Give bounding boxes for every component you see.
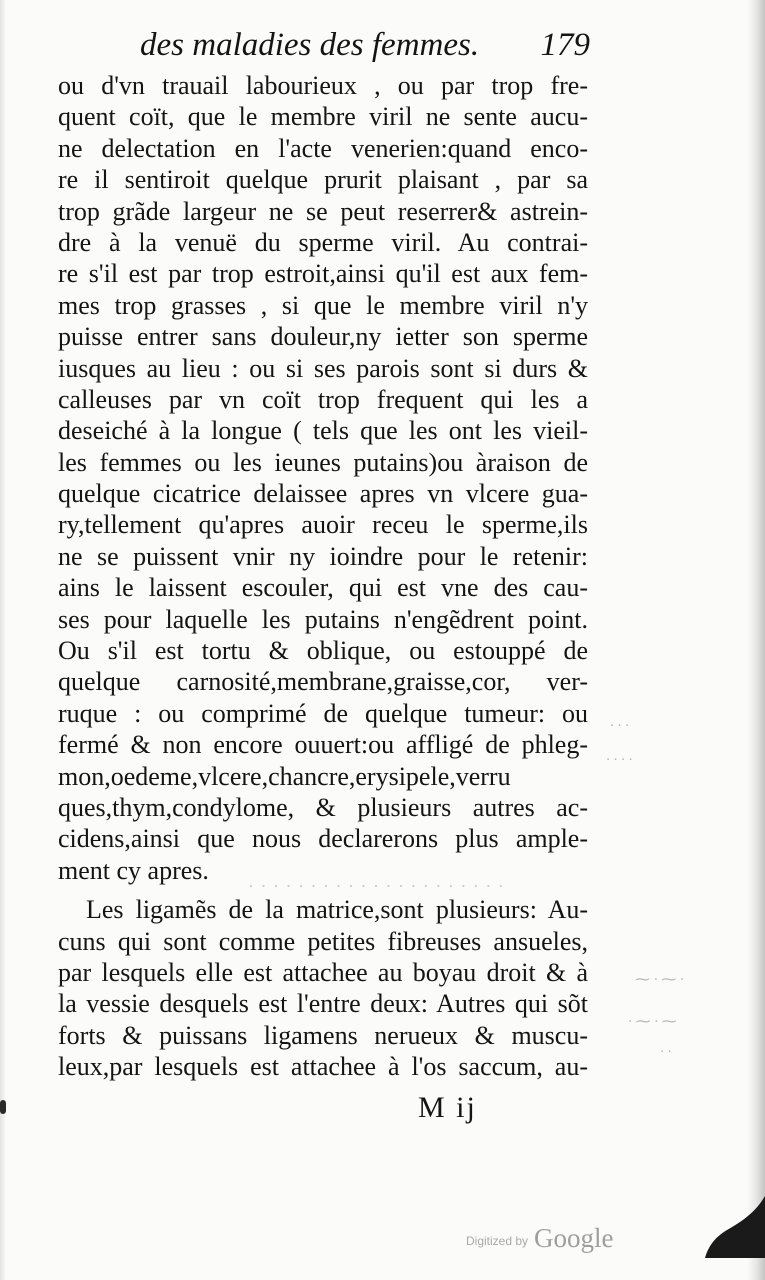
google-logo-text: Google [534, 1223, 614, 1253]
text-line: par lesquels elle est attachee au boyau droit & à [58, 957, 588, 987]
text-line: forts & puissans ligamens nerueux & muscu- [58, 1020, 588, 1050]
text-line: Ou s'il est tortu & oblique, ou estouppé de [58, 636, 588, 666]
page-number: 179 [540, 27, 590, 63]
text-line: iusques au lieu : ou si ses parois sont si durs & [58, 353, 588, 383]
text-line-last: ment cy apres. [58, 855, 209, 885]
text-line: trop grãde largeur ne se peut reserrer& astrein- [58, 196, 588, 226]
text-line: quent coït, que le membre viril ne sente aucu- [58, 102, 588, 132]
digitized-watermark [466, 1222, 614, 1252]
text-line: fermé & non encore ouuert:ou affligé de phleg- [58, 730, 588, 760]
text-line: deseiché à la longue ( tels que les ont les vieil- [58, 416, 588, 446]
page-spine-shadow [747, 0, 765, 1280]
margin-show-through: ∙ ⁓ ∙ ⁓ [628, 1014, 677, 1030]
text-line: ses pour laquelle les putains n'engẽdrent point. [58, 604, 588, 634]
paragraph-first-line: Les ligamẽs de la matrice,sont plusieurs: Au- [86, 895, 588, 925]
text-line: les femmes ou les ieunes putains)ou àraison de [58, 447, 588, 477]
digitized-by-label: Digitized by [466, 1234, 529, 1248]
page-left-edge-shadow [0, 0, 6, 1280]
text-line: leux,par lesquels est attachee à l'os saccum, au- [58, 1052, 588, 1082]
margin-show-through: · · · [610, 718, 629, 734]
margin-show-through: · · · · [606, 752, 633, 768]
text-line: ry,tellement qu'apres auoir receu le sperme,ils [58, 510, 588, 540]
margin-show-through: ⁓ ∙ ⁓ ∙ [635, 972, 684, 988]
line-show-through: · · · · · · · · · · · · · · · · · · · · · [248, 876, 505, 896]
running-head-title: des maladies des femmes. [140, 27, 480, 63]
text-line: ou d'vn trauail labourieux , ou par trop fre- [58, 71, 588, 100]
text-line: mon,oedeme,vlcere,chancre,erysipele,verru [58, 761, 511, 791]
text-line: re il sentiroit quelque prurit plaisant , par sa [58, 165, 588, 195]
text-line: re s'il est par trop estroit,ainsi qu'il est aux fem- [58, 259, 588, 289]
text-line: puisse entrer sans douleur,ny ietter son sperme [58, 322, 588, 352]
text-line: cidens,ainsi que nous declarerons plus ample- [58, 824, 588, 854]
text-line: cuns qui sont comme petites fibreuses ansueles, [58, 926, 588, 956]
body-text [58, 70, 588, 1083]
text-line: quelque cicatrice delaissee apres vn vlcere gua- [58, 479, 588, 509]
text-line: mes trop grasses , si que le membre viril n'y [58, 290, 588, 320]
page-corner-shadow [705, 1196, 765, 1258]
text-line: ne delectation en l'acte venerien:quand enco- [58, 133, 588, 163]
margin-dot [0, 1100, 6, 1114]
text-line: quelque carnosité,membrane,graisse,cor, ver- [58, 667, 588, 697]
running-head [140, 20, 590, 70]
text-line: ne se puissent vnir ny ioindre pour le retenir: [58, 541, 588, 571]
text-line: dre à la venuë du sperme viril. Au contrai- [58, 227, 588, 257]
text-line: ruque : ou comprimé de quelque tumeur: ou [58, 698, 588, 728]
signature-mark: M ij [418, 1091, 477, 1124]
text-line: ques,thym,condylome, & plusieurs autres ac- [58, 792, 588, 822]
text-line: la vessie desquels est l'entre deux: Autres qui sõt [58, 989, 588, 1019]
text-line: ains le laissent escouler, qui est vne des cau- [58, 573, 588, 603]
text-line: calleuses par vn coït trop frequent qui les a [58, 384, 588, 414]
margin-show-through: · · [660, 1044, 672, 1060]
